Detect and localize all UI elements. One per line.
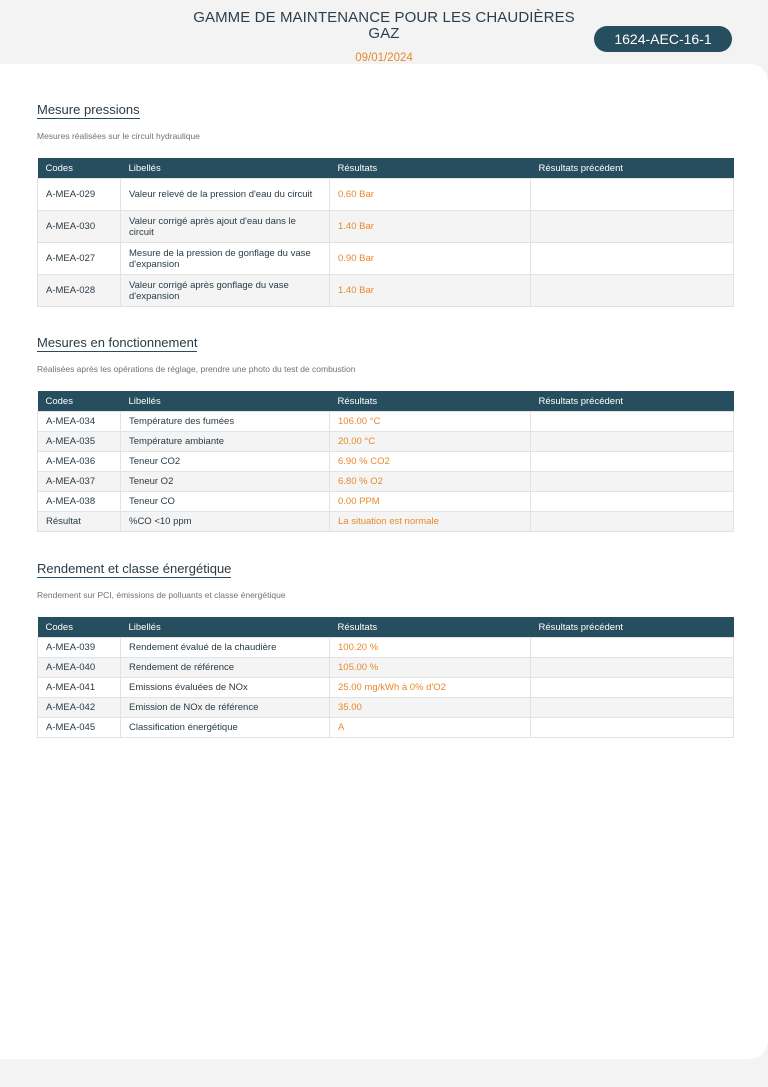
cell-code: A-MEA-041 (38, 678, 121, 698)
cell-previous (531, 432, 734, 452)
cell-code: A-MEA-039 (38, 638, 121, 658)
table-row (38, 658, 734, 678)
cell-code: A-MEA-027 (38, 243, 121, 275)
table-row (38, 718, 734, 738)
section-mesures-fonctionnement (37, 334, 733, 532)
cell-result: 35.00 (330, 698, 531, 718)
section-title: Mesure pressions (37, 102, 140, 117)
measurements-table (37, 617, 734, 738)
section-subtitle: Réalisées après les opérations de réglage, prendre une photo du test de combustion (37, 364, 356, 374)
cell-result: 0.60 Bar (330, 179, 531, 211)
cell-code: A-MEA-030 (38, 211, 121, 243)
cell-label: Rendement évalué de la chaudière (121, 638, 330, 658)
table-row (38, 678, 734, 698)
cell-label: Emission de NOx de référence (121, 698, 330, 718)
table-row (38, 243, 734, 275)
cell-result: 1.40 Bar (330, 211, 531, 243)
cell-previous (531, 243, 734, 275)
cell-label: Valeur relevé de la pression d'eau du circuit (121, 179, 330, 211)
cell-previous (531, 698, 734, 718)
measurements-table (37, 391, 734, 532)
cell-previous (531, 179, 734, 211)
cell-previous (531, 275, 734, 307)
cell-code: Résultat (38, 512, 121, 532)
cell-code: A-MEA-034 (38, 412, 121, 432)
cell-result: 6.90 % CO2 (330, 452, 531, 472)
table-row (38, 275, 734, 307)
cell-code: A-MEA-035 (38, 432, 121, 452)
cell-previous (531, 452, 734, 472)
section-subtitle: Mesures réalisées sur le circuit hydraulique (37, 131, 200, 141)
report-header (0, 0, 768, 70)
column-header-resultats-precedent: Résultats précédent (538, 162, 623, 174)
column-header-codes: Codes (45, 621, 73, 633)
cell-result: 20.00 °C (330, 432, 531, 452)
table-header-row (38, 617, 734, 638)
cell-result: 0.90 Bar (330, 243, 531, 275)
table-row (38, 179, 734, 211)
table-row (38, 432, 734, 452)
document-title: GAMME DE MAINTENANCE POUR LES CHAUDIÈRES GAZ (193, 9, 575, 42)
cell-code: A-MEA-045 (38, 718, 121, 738)
cell-code: A-MEA-038 (38, 492, 121, 512)
cell-previous (531, 472, 734, 492)
cell-previous (531, 492, 734, 512)
table-header-row (38, 391, 734, 412)
cell-label: Valeur corrigé après gonflage du vase d'expansion (121, 275, 330, 307)
table-row (38, 512, 734, 532)
cell-previous (531, 512, 734, 532)
cell-label: Emissions évaluées de NOx (121, 678, 330, 698)
column-header-resultats: Résultats (337, 621, 378, 633)
cell-result: 100.20 % (330, 638, 531, 658)
cell-code: A-MEA-036 (38, 452, 121, 472)
cell-code: A-MEA-040 (38, 658, 121, 678)
column-header-codes: Codes (45, 162, 73, 174)
section-rendement-classe-energetique (37, 560, 733, 738)
cell-label: Température ambiante (121, 432, 330, 452)
cell-result: 105.00 % (330, 658, 531, 678)
measurements-table (37, 158, 734, 307)
column-header-codes: Codes (45, 395, 73, 407)
cell-result: A (330, 718, 531, 738)
cell-label: Mesure de la pression de gonflage du vase d'expansion (121, 243, 330, 275)
cell-previous (531, 638, 734, 658)
cell-previous (531, 718, 734, 738)
column-header-libelles: Libellés (128, 621, 161, 633)
cell-label: Température des fumées (121, 412, 330, 432)
cell-previous (531, 211, 734, 243)
table-row (38, 492, 734, 512)
cell-code: A-MEA-029 (38, 179, 121, 211)
cell-result: 1.40 Bar (330, 275, 531, 307)
column-header-resultats: Résultats (337, 162, 378, 174)
cell-result: 6.80 % O2 (330, 472, 531, 492)
column-header-libelles: Libellés (128, 162, 161, 174)
section-mesure-pressions (37, 101, 733, 307)
cell-label: %CO <10 ppm (121, 512, 330, 532)
cell-label: Valeur corrigé après ajout d'eau dans le circuit (121, 211, 330, 243)
table-row (38, 412, 734, 432)
column-header-resultats: Résultats (337, 395, 378, 407)
table-header-row (38, 158, 734, 179)
cell-previous (531, 412, 734, 432)
cell-label: Teneur O2 (121, 472, 330, 492)
cell-label: Rendement de référence (121, 658, 330, 678)
cell-result: 25.00 mg/kWh à 0% d'O2 (330, 678, 531, 698)
cell-code: A-MEA-028 (38, 275, 121, 307)
column-header-resultats-precedent: Résultats précédent (538, 621, 623, 633)
section-title: Mesures en fonctionnement (37, 335, 198, 350)
column-header-libelles: Libellés (128, 395, 161, 407)
cell-label: Classification énergétique (121, 718, 330, 738)
cell-previous (531, 658, 734, 678)
document-date: 09/01/2024 (355, 52, 413, 64)
table-row (38, 638, 734, 658)
cell-label: Teneur CO (121, 492, 330, 512)
reference-badge: 1624-AEC-16-1 (594, 26, 732, 52)
cell-label: Teneur CO2 (121, 452, 330, 472)
cell-result: 0.00 PPM (330, 492, 531, 512)
cell-code: A-MEA-042 (38, 698, 121, 718)
section-title: Rendement et classe énergétique (37, 561, 232, 576)
table-row (38, 472, 734, 492)
section-subtitle: Rendement sur PCI, émissions de polluants et classe énergétique (37, 590, 286, 600)
cell-previous (531, 678, 734, 698)
cell-code: A-MEA-037 (38, 472, 121, 492)
table-row (38, 211, 734, 243)
cell-result: 106.00 °C (330, 412, 531, 432)
table-row (38, 452, 734, 472)
column-header-resultats-precedent: Résultats précédent (538, 395, 623, 407)
cell-result: La situation est normale (330, 512, 531, 532)
table-row (38, 698, 734, 718)
